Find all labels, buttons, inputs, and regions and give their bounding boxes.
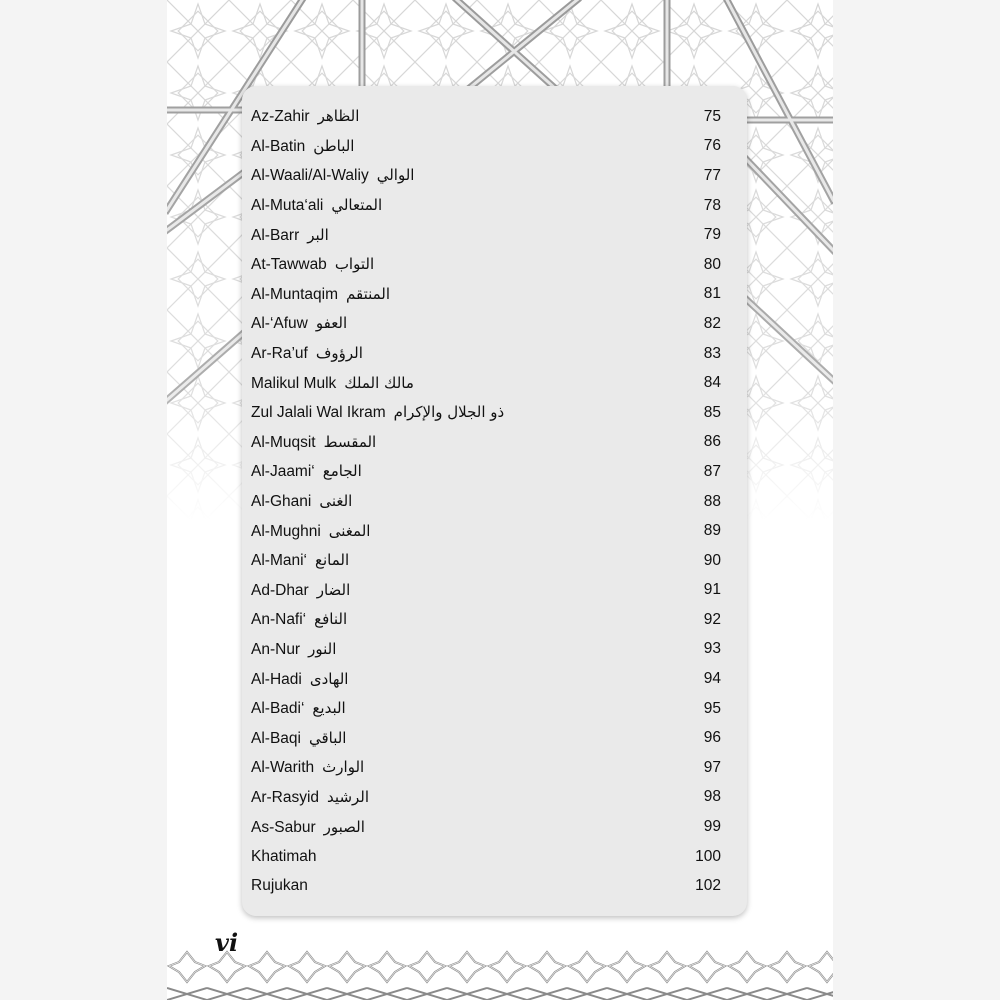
toc-entry[interactable] bbox=[242, 428, 747, 458]
toc-entry-page-number: 102 bbox=[695, 877, 721, 895]
toc-entry-page-number: 81 bbox=[703, 285, 721, 303]
page-number-roman: vi bbox=[215, 928, 239, 957]
toc-entry-page-number: 75 bbox=[703, 107, 721, 125]
toc-entry-page-number: 87 bbox=[703, 462, 721, 480]
toc-entry-page-number: 83 bbox=[703, 344, 721, 362]
toc-entry-latin-name: Zul Jalali Wal Ikram bbox=[251, 404, 386, 422]
toc-entry-title bbox=[251, 699, 346, 718]
toc-entry-page-number: 100 bbox=[695, 847, 721, 865]
toc-entry-latin-name: Al-Muqsit bbox=[251, 433, 316, 451]
toc-entry-latin-name: Rujukan bbox=[251, 877, 308, 895]
toc-entry-latin-name: An-Nur bbox=[251, 640, 301, 658]
toc-entry-latin-name: Al-Mani‘ bbox=[251, 552, 307, 570]
toc-entry-title bbox=[251, 137, 354, 156]
toc-entry-page-number: 95 bbox=[703, 699, 721, 717]
toc-entry-latin-name: Az-Zahir bbox=[251, 108, 310, 126]
toc-entry[interactable] bbox=[242, 398, 747, 428]
toc-entry-latin-name: Al-Badi‘ bbox=[251, 700, 305, 718]
toc-entry-page-number: 91 bbox=[703, 581, 721, 599]
toc-card bbox=[242, 86, 747, 916]
toc-entry-latin-name: Al-Barr bbox=[251, 226, 300, 244]
toc-entry-latin-name: Al-Hadi bbox=[251, 670, 302, 688]
toc-entry-title bbox=[251, 433, 376, 452]
toc-entry[interactable] bbox=[242, 842, 747, 872]
toc-entry[interactable] bbox=[242, 664, 747, 694]
toc-entry-arabic-name: الجامع bbox=[322, 462, 362, 481]
toc-entry-arabic-name: النافع bbox=[314, 610, 348, 629]
toc-entry-page-number: 86 bbox=[703, 433, 721, 451]
toc-entry-title bbox=[251, 462, 362, 481]
toc-entry[interactable] bbox=[242, 487, 747, 517]
toc-entry-latin-name: Al-Mughni bbox=[251, 522, 321, 540]
toc-entry[interactable] bbox=[242, 516, 747, 546]
toc-entry-title bbox=[251, 818, 365, 837]
toc-entry[interactable] bbox=[242, 546, 747, 576]
toc-entry-arabic-name: الهادى bbox=[309, 669, 349, 688]
toc-entry-page-number: 85 bbox=[703, 403, 721, 421]
toc-entry-arabic-name: الضار bbox=[316, 580, 351, 599]
toc-entry-page-number: 82 bbox=[703, 314, 721, 332]
toc-entry-title bbox=[251, 196, 382, 215]
toc-entry[interactable] bbox=[242, 871, 747, 901]
toc-entry[interactable] bbox=[242, 783, 747, 813]
toc-entry-page-number: 80 bbox=[703, 255, 721, 273]
toc-entry-title bbox=[251, 166, 414, 185]
toc-entry-title bbox=[251, 344, 363, 363]
toc-entry-title bbox=[251, 551, 349, 570]
toc-entry[interactable] bbox=[242, 635, 747, 665]
toc-entry-latin-name: Malikul Mulk bbox=[251, 374, 337, 392]
toc-entry[interactable] bbox=[242, 309, 747, 339]
toc-entry-page-number: 94 bbox=[703, 670, 721, 688]
toc-entry-latin-name: Ar-Ra’uf bbox=[251, 345, 308, 363]
toc-entry-title bbox=[251, 255, 374, 274]
toc-entry-page-number: 78 bbox=[703, 196, 721, 214]
toc-entry-page-number: 88 bbox=[703, 492, 721, 510]
toc-entry-title bbox=[251, 285, 390, 304]
toc-entry[interactable] bbox=[242, 812, 747, 842]
toc-entry[interactable] bbox=[242, 694, 747, 724]
toc-entry-arabic-name: البر bbox=[307, 225, 329, 244]
toc-entry[interactable] bbox=[242, 191, 747, 221]
toc-entry[interactable] bbox=[242, 220, 747, 250]
toc-entry-arabic-name: الظاهر bbox=[317, 107, 360, 126]
toc-entry-page-number: 84 bbox=[703, 374, 721, 392]
book-page bbox=[167, 0, 833, 1000]
toc-entry-latin-name: As-Sabur bbox=[251, 818, 316, 836]
toc-entry-title bbox=[251, 107, 359, 126]
toc-entry-arabic-name: مالك الملك bbox=[344, 373, 414, 392]
toc-entry-arabic-name: البديع bbox=[312, 699, 346, 718]
toc-entry-latin-name: An-Nafi‘ bbox=[251, 611, 307, 629]
geometric-pattern-bottom bbox=[167, 948, 833, 1000]
toc-entry-title bbox=[251, 403, 504, 422]
toc-entry-arabic-name: الرؤوف bbox=[315, 344, 363, 363]
toc-entry-title bbox=[251, 314, 347, 333]
toc-entry-latin-name: Al-Waali/Al-Waliy bbox=[251, 167, 369, 185]
toc-entry-arabic-name: الوالي bbox=[376, 166, 415, 185]
toc-entry-page-number: 96 bbox=[703, 729, 721, 747]
toc-entry-page-number: 92 bbox=[703, 610, 721, 628]
toc-entry[interactable] bbox=[242, 457, 747, 487]
toc-entry-page-number: 93 bbox=[703, 640, 721, 658]
toc-entry-page-number: 89 bbox=[703, 522, 721, 540]
toc-entry-page-number: 97 bbox=[703, 758, 721, 776]
toc-entry-title bbox=[251, 729, 346, 748]
toc-entry-arabic-name: ذو الجلال والإكرام bbox=[393, 403, 505, 422]
toc-entry[interactable] bbox=[242, 102, 747, 132]
toc-entry-latin-name: At-Tawwab bbox=[251, 256, 327, 274]
toc-entry-latin-name: Al-‘Afuw bbox=[251, 315, 308, 333]
toc-entry-arabic-name: الباقي bbox=[308, 728, 347, 747]
toc-entry-title bbox=[251, 226, 329, 245]
toc-entry-arabic-name: التواب bbox=[334, 255, 375, 274]
toc-entry[interactable] bbox=[242, 132, 747, 162]
toc-entry-title bbox=[251, 670, 348, 689]
toc-entry-latin-name: Ad-Dhar bbox=[251, 581, 309, 599]
toc-entry-page-number: 76 bbox=[703, 137, 721, 155]
toc-entry-title bbox=[251, 640, 336, 659]
toc-entry-title bbox=[251, 581, 350, 600]
toc-entry-arabic-name: المنتقم bbox=[346, 284, 391, 303]
toc-list bbox=[242, 102, 747, 901]
toc-entry[interactable] bbox=[242, 250, 747, 280]
toc-entry-arabic-name: الباطن bbox=[313, 136, 355, 155]
toc-entry-latin-name: Al-Jaami‘ bbox=[251, 463, 315, 481]
toc-entry-page-number: 98 bbox=[703, 788, 721, 806]
toc-entry-title bbox=[251, 374, 414, 393]
toc-entry-title bbox=[251, 758, 364, 777]
toc-entry-latin-name: Al-Baqi bbox=[251, 729, 301, 747]
toc-entry[interactable] bbox=[242, 161, 747, 191]
toc-entry-arabic-name: الغنى bbox=[319, 492, 353, 511]
toc-entry-arabic-name: الوارث bbox=[322, 758, 365, 777]
toc-entry-arabic-name: الصبور bbox=[323, 817, 365, 836]
toc-entry-latin-name: Al-Batin bbox=[251, 137, 306, 155]
toc-entry-latin-name: Khatimah bbox=[251, 847, 317, 865]
toc-entry-title bbox=[251, 877, 308, 895]
toc-entry[interactable] bbox=[242, 368, 747, 398]
toc-entry-arabic-name: العفو bbox=[315, 314, 348, 333]
toc-entry[interactable] bbox=[242, 576, 747, 606]
toc-entry-title bbox=[251, 492, 352, 511]
toc-entry[interactable] bbox=[242, 605, 747, 635]
toc-entry-page-number: 90 bbox=[703, 551, 721, 569]
toc-entry-page-number: 77 bbox=[703, 166, 721, 184]
toc-entry-arabic-name: الرشيد bbox=[327, 787, 370, 806]
toc-entry-latin-name: Al-Muntaqim bbox=[251, 285, 338, 303]
toc-entry-title bbox=[251, 788, 369, 807]
toc-entry[interactable] bbox=[242, 753, 747, 783]
toc-entry-title bbox=[251, 848, 316, 866]
toc-entry-arabic-name: المقسط bbox=[323, 432, 377, 451]
toc-entry-title bbox=[251, 522, 370, 541]
toc-entry-latin-name: Al-Ghani bbox=[251, 493, 312, 511]
toc-entry-arabic-name: المغنى bbox=[328, 521, 371, 540]
toc-entry[interactable] bbox=[242, 339, 747, 369]
toc-entry-page-number: 99 bbox=[703, 818, 721, 836]
toc-entry[interactable] bbox=[242, 723, 747, 753]
toc-entry-arabic-name: المانع bbox=[314, 551, 350, 570]
toc-entry[interactable] bbox=[242, 280, 747, 310]
toc-entry-arabic-name: المتعالي bbox=[331, 196, 383, 215]
toc-entry-title bbox=[251, 610, 347, 629]
toc-entry-arabic-name: النور bbox=[308, 639, 337, 658]
toc-entry-latin-name: Al-Warith bbox=[251, 759, 315, 777]
toc-entry-page-number: 79 bbox=[703, 226, 721, 244]
toc-entry-latin-name: Al-Muta‘ali bbox=[251, 197, 324, 215]
toc-entry-latin-name: Ar-Rasyid bbox=[251, 788, 320, 806]
